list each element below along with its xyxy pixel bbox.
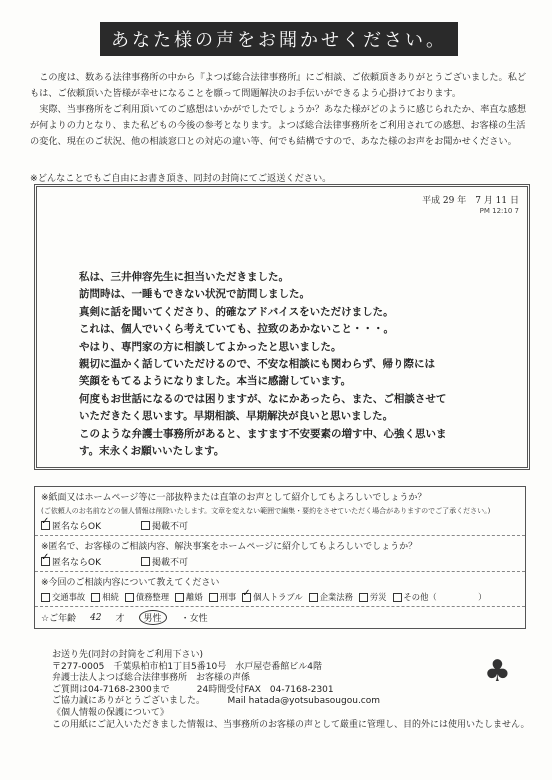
checkbox[interactable] (41, 593, 50, 602)
question-text: ※紙面又はホームページ等に一部抜粋または直筆のお声として紹介してもよろしいでしょうか？ (41, 493, 427, 503)
privacy-heading: 《個人情報の保護について》 (52, 707, 169, 718)
intro-text (30, 70, 530, 150)
question-text: ※今回のご相談内容について教えてください (41, 578, 220, 588)
phone-fax: ご質問は04-7168-2300まで 24時間受付FAX 04-7168-2301 (52, 684, 334, 695)
mailing-label: お送り先(同封の封筒をご利用下さい) (52, 650, 204, 660)
letter-line: このような弁護士事務所があると、ますます不安要素の増す中、心強く思いま (79, 427, 447, 440)
category-debt[interactable] (125, 591, 169, 603)
instruction-note: ※どんなことでもご自由にお書き頂き、同封の封筒にてご返送ください。 (30, 173, 332, 184)
survey-question-category (35, 572, 525, 607)
question-subtext: (ご依頼人のお名前などの個人情報は削除いたします。文章を変えない範囲で編集・要約をさせていただく場合がありますのでご了承ください。) (41, 507, 491, 515)
checkbox[interactable] (175, 593, 184, 602)
checkbox-checked[interactable] (41, 521, 50, 530)
footer-contact (52, 650, 532, 731)
category-inheritance[interactable] (91, 591, 119, 603)
page-title: あなた様の声をお聞かせください。 (100, 22, 458, 56)
option-not-allowed[interactable] (141, 555, 188, 568)
checkbox[interactable] (359, 593, 368, 602)
option-anonymous-ok[interactable] (41, 519, 101, 532)
survey-question-homepage (35, 536, 525, 572)
category-criminal[interactable] (209, 591, 237, 603)
letter-line: 笑顔をもてるようになりました。本当に感謝しています。 (79, 375, 352, 388)
intro-paragraph: 実際、当事務所をご利用頂いてのご感想はいかがでしたでしょうか？あなた様がどのように感じられたか、率直な感想が何よりの力となり、また私どもの今後の参考となります。よつば総合法律事務所をご利用されての感想、お客様の生活の変化、現在のご状況、他の相談窓口との対応の違い等、何でも結構ですので、あなた様のお声をお聞かせください。 (30, 104, 527, 147)
option-label: 個人トラブル (253, 592, 303, 602)
letter-line: 私は、三井伸容先生に担当いただきました。 (79, 271, 289, 283)
option-label: 掲載不可 (152, 558, 189, 568)
gender-female[interactable]: ・女性 (180, 614, 208, 624)
letter-line: いただきたく思います。早期相談、早期解決が良いと思いました。 (79, 410, 394, 423)
option-label: 相続 (102, 592, 119, 602)
option-anonymous-ok[interactable] (41, 555, 101, 568)
option-label: その他（ ） (403, 592, 487, 602)
question-text: ※匿名で、お客様のご相談内容、解決事案をホームページに紹介してもよろしいでしょうか？ (41, 542, 418, 552)
letter-line: 親切に温かく話していただけるので、不安な相談にも関わらず、帰り際には (79, 358, 435, 371)
mailing-address: 〒277-0005 千葉県柏市柏1丁目5番10号 水戸屋壱番館ビル4階 (52, 661, 322, 672)
option-not-allowed[interactable] (141, 519, 188, 532)
category-personal-trouble[interactable] (242, 591, 302, 603)
letter-line: 訪問時は、一睡もできない状況で訪問しました。 (79, 288, 310, 301)
category-traffic[interactable] (41, 591, 85, 603)
age-label: ☆ご年齢 (41, 614, 77, 624)
intro-paragraph: この度は、数ある法律事務所の中から『よつば総合法律事務所』にご相談、ご依頼頂きありがとうございました。私どもは、ご依頼頂いた皆様が幸せになることを願って問題解決のお手伝いができるよう心掛けております。 (30, 72, 527, 99)
option-label: 交通事故 (52, 592, 86, 602)
privacy-notice: この用紙にご記入いただきました情報は、当事務所のお客様の声として厳重に管理し、目的外には使用いたしません。 (52, 719, 530, 730)
letter-line: やはり、専門家の方に相談してよかったと思いました。 (79, 340, 342, 353)
letter-line: 真剣に話を聞いてくださり、的確なアドバイスをいただけました。 (79, 305, 394, 318)
option-label: 離婚 (186, 592, 203, 602)
clover-logo-icon: ♣ (484, 654, 511, 689)
letter-date: 平成 29 年 7 月 11 日 (422, 196, 519, 206)
letter-line: 何度もお世話になるのでは困りますが、なにかあったら、また、ご相談させて (79, 392, 447, 405)
checkbox[interactable] (125, 593, 134, 602)
survey-question-publish (35, 487, 525, 536)
handwritten-letter-box (34, 184, 530, 470)
option-label: 債務整理 (135, 592, 170, 602)
age-value[interactable]: 42 (90, 612, 102, 623)
category-divorce[interactable] (175, 591, 203, 603)
letter-body (79, 269, 519, 460)
office-name: 弁護士法人よつば総合法律事務所 お客様の声係 (52, 673, 251, 684)
category-labor[interactable] (359, 591, 387, 603)
checkbox-checked[interactable] (242, 593, 251, 602)
thanks-email: ご協力誠にありがとうございました。 Mail hatada@yotsubasougou.com (52, 696, 381, 707)
age-unit: 才 (115, 614, 125, 624)
checkbox[interactable] (91, 593, 100, 602)
checkbox-checked[interactable] (41, 557, 50, 566)
letter-line: これは、個人でいくら考えていても、拉致のあかないこと・・・。 (79, 323, 394, 336)
checkbox[interactable] (141, 557, 150, 566)
option-label: 掲載不可 (152, 522, 189, 532)
option-label: 労災 (369, 592, 387, 602)
checkbox[interactable] (141, 521, 150, 530)
checkbox[interactable] (393, 593, 402, 602)
category-other[interactable] (393, 591, 487, 603)
letter-time: PM 12:10 7 (479, 207, 519, 215)
survey-form (34, 486, 526, 629)
option-label: 匿名ならOK (52, 522, 101, 532)
option-label: 企業法務 (319, 592, 353, 602)
letter-line: す。末永くお願いいたします。 (79, 445, 225, 458)
checkbox[interactable] (309, 593, 318, 602)
survey-age-gender (35, 607, 525, 628)
option-label: 刑事 (219, 592, 237, 602)
gender-male-selected[interactable]: 男性 (139, 610, 167, 625)
option-label: 匿名ならOK (52, 558, 101, 568)
category-corporate[interactable] (309, 591, 353, 603)
checkbox[interactable] (209, 593, 218, 602)
